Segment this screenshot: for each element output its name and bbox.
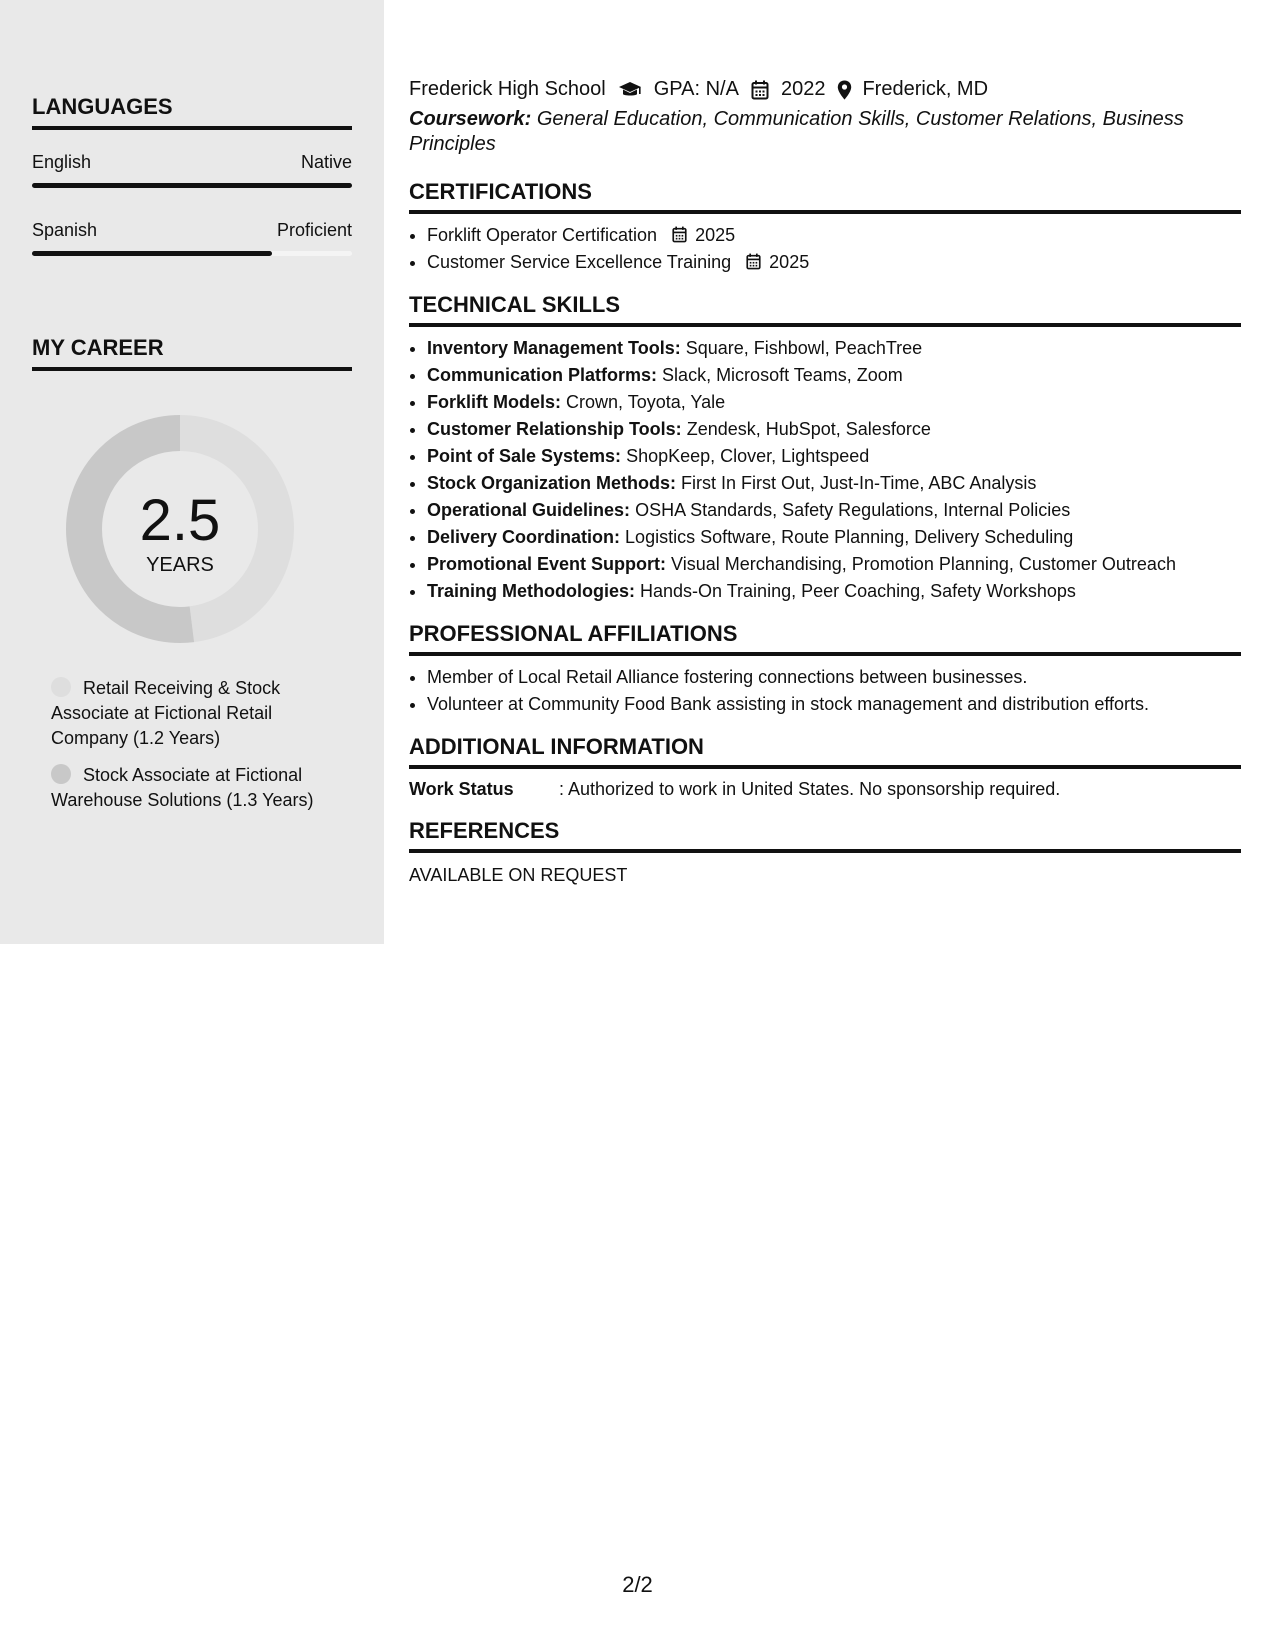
languages-section bbox=[32, 94, 352, 256]
list-item: • Member of Local Retail Alliance fostering connections between businesses. bbox=[427, 664, 1241, 691]
work-status-label: Work Status bbox=[409, 779, 514, 799]
list-item bbox=[427, 249, 1241, 276]
school-location: Frederick, MD bbox=[862, 78, 989, 100]
technical-skills-list bbox=[409, 335, 1241, 605]
skill-values: ShopKeep, Clover, Lightspeed bbox=[626, 446, 870, 466]
skill-category: Customer Relationship Tools: bbox=[427, 419, 682, 439]
references-heading: REFERENCES bbox=[409, 818, 1241, 853]
legend-dot bbox=[51, 764, 71, 784]
certifications-list bbox=[409, 222, 1241, 276]
skill-values: Zendesk, HubSpot, Salesforce bbox=[686, 419, 931, 439]
language-item bbox=[32, 220, 352, 256]
certification-year: 2025 bbox=[695, 225, 736, 245]
school-name: Frederick High School bbox=[409, 78, 606, 100]
calendar-icon bbox=[751, 80, 769, 100]
skill-values: OSHA Standards, Safety Regulations, Internal Policies bbox=[635, 500, 1071, 520]
work-status-row bbox=[409, 779, 1241, 800]
list-item: • Volunteer at Community Food Bank assisting in stock management and distribution efforts. bbox=[427, 691, 1241, 718]
skill-values: Logistics Software, Route Planning, Delivery Scheduling bbox=[625, 527, 1074, 547]
additional-info-section bbox=[409, 734, 1241, 800]
certification-year: 2025 bbox=[769, 252, 810, 272]
education-entry bbox=[409, 78, 1241, 157]
skill-category: Forklift Models: bbox=[427, 392, 561, 412]
skill-values: Square, Fishbowl, PeachTree bbox=[685, 338, 923, 358]
technical-skills-heading: TECHNICAL SKILLS bbox=[409, 292, 1241, 327]
list-item bbox=[427, 222, 1241, 249]
references-section bbox=[409, 818, 1241, 886]
career-legend bbox=[51, 676, 351, 825]
list-item bbox=[427, 551, 1241, 578]
certifications-heading: CERTIFICATIONS bbox=[409, 179, 1241, 214]
skill-category: Promotional Event Support: bbox=[427, 554, 667, 574]
skill-category: Stock Organization Methods: bbox=[427, 473, 677, 493]
language-name: Spanish bbox=[32, 220, 98, 240]
language-item bbox=[32, 152, 352, 188]
career-section bbox=[32, 335, 352, 371]
list-item bbox=[427, 362, 1241, 389]
references-text: AVAILABLE ON REQUEST bbox=[409, 865, 628, 885]
career-donut bbox=[66, 415, 294, 643]
certification-name: Forklift Operator Certification bbox=[427, 225, 658, 245]
skill-category: Inventory Management Tools: bbox=[427, 338, 681, 358]
skill-category: Delivery Coordination: bbox=[427, 527, 621, 547]
language-proficiency-bar bbox=[32, 251, 352, 256]
skill-values: Crown, Toyota, Yale bbox=[566, 392, 726, 412]
list-item bbox=[427, 470, 1241, 497]
skill-category: Operational Guidelines: bbox=[427, 500, 631, 520]
legend-dot bbox=[51, 677, 71, 697]
language-proficiency-fill bbox=[32, 183, 352, 188]
list-item bbox=[427, 389, 1241, 416]
language-proficiency-bar bbox=[32, 183, 352, 188]
skill-category: Training Methodologies: bbox=[427, 581, 635, 601]
certification-name: Customer Service Excellence Training bbox=[427, 252, 732, 272]
skill-values: Visual Merchandising, Promotion Planning, Customer Outreach bbox=[671, 554, 1176, 574]
affiliations-heading: PROFESSIONAL AFFILIATIONS bbox=[409, 621, 1241, 656]
calendar-icon bbox=[746, 253, 761, 270]
career-legend-label: Retail Receiving & Stock Associate at Fictional Retail Company (1.2 Years) bbox=[51, 678, 281, 748]
graduation-year: 2022 bbox=[780, 78, 826, 100]
languages-heading: LANGUAGES bbox=[32, 94, 352, 130]
map-pin-icon bbox=[837, 80, 852, 100]
coursework bbox=[409, 107, 1241, 157]
language-proficiency-fill bbox=[32, 251, 272, 256]
list-item bbox=[427, 335, 1241, 362]
certifications-section bbox=[409, 179, 1241, 276]
work-status-value: : Authorized to work in United States. No sponsorship required. bbox=[559, 779, 1061, 799]
skill-values: Slack, Microsoft Teams, Zoom bbox=[662, 365, 903, 385]
language-level: Proficient bbox=[276, 220, 352, 240]
career-total-value: 2.5 bbox=[139, 487, 221, 553]
language-level: Native bbox=[300, 152, 352, 172]
coursework-label: Coursework: bbox=[409, 108, 532, 130]
career-total-unit: YEARS bbox=[146, 553, 214, 576]
career-legend-item bbox=[51, 763, 351, 813]
list-item bbox=[427, 497, 1241, 524]
sidebar bbox=[0, 0, 384, 944]
career-legend-label: Stock Associate at Fictional Warehouse Solutions (1.3 Years) bbox=[51, 765, 314, 810]
skill-category: Point of Sale Systems: bbox=[427, 446, 622, 466]
graduation-cap-icon bbox=[618, 80, 642, 100]
main-content bbox=[409, 78, 1241, 886]
list-item bbox=[427, 578, 1241, 605]
list-item bbox=[427, 524, 1241, 551]
affiliations-section bbox=[409, 621, 1241, 718]
skill-category: Communication Platforms: bbox=[427, 365, 658, 385]
page-number: 2/2 bbox=[622, 1572, 653, 1597]
career-heading: MY CAREER bbox=[32, 335, 352, 371]
additional-info-heading: ADDITIONAL INFORMATION bbox=[409, 734, 1241, 769]
list-item bbox=[427, 443, 1241, 470]
skill-values: Hands-On Training, Peer Coaching, Safety Workshops bbox=[640, 581, 1076, 601]
affiliations-list bbox=[409, 664, 1241, 718]
gpa: GPA: N/A bbox=[653, 78, 739, 100]
calendar-icon bbox=[672, 226, 687, 243]
technical-skills-section bbox=[409, 292, 1241, 605]
language-name: English bbox=[32, 152, 92, 172]
skill-values: First In First Out, Just-In-Time, ABC Analysis bbox=[681, 473, 1037, 493]
list-item bbox=[427, 416, 1241, 443]
career-legend-item bbox=[51, 676, 351, 751]
coursework-list: General Education, Communication Skills, Customer Relations, Business Principles bbox=[409, 108, 1184, 155]
